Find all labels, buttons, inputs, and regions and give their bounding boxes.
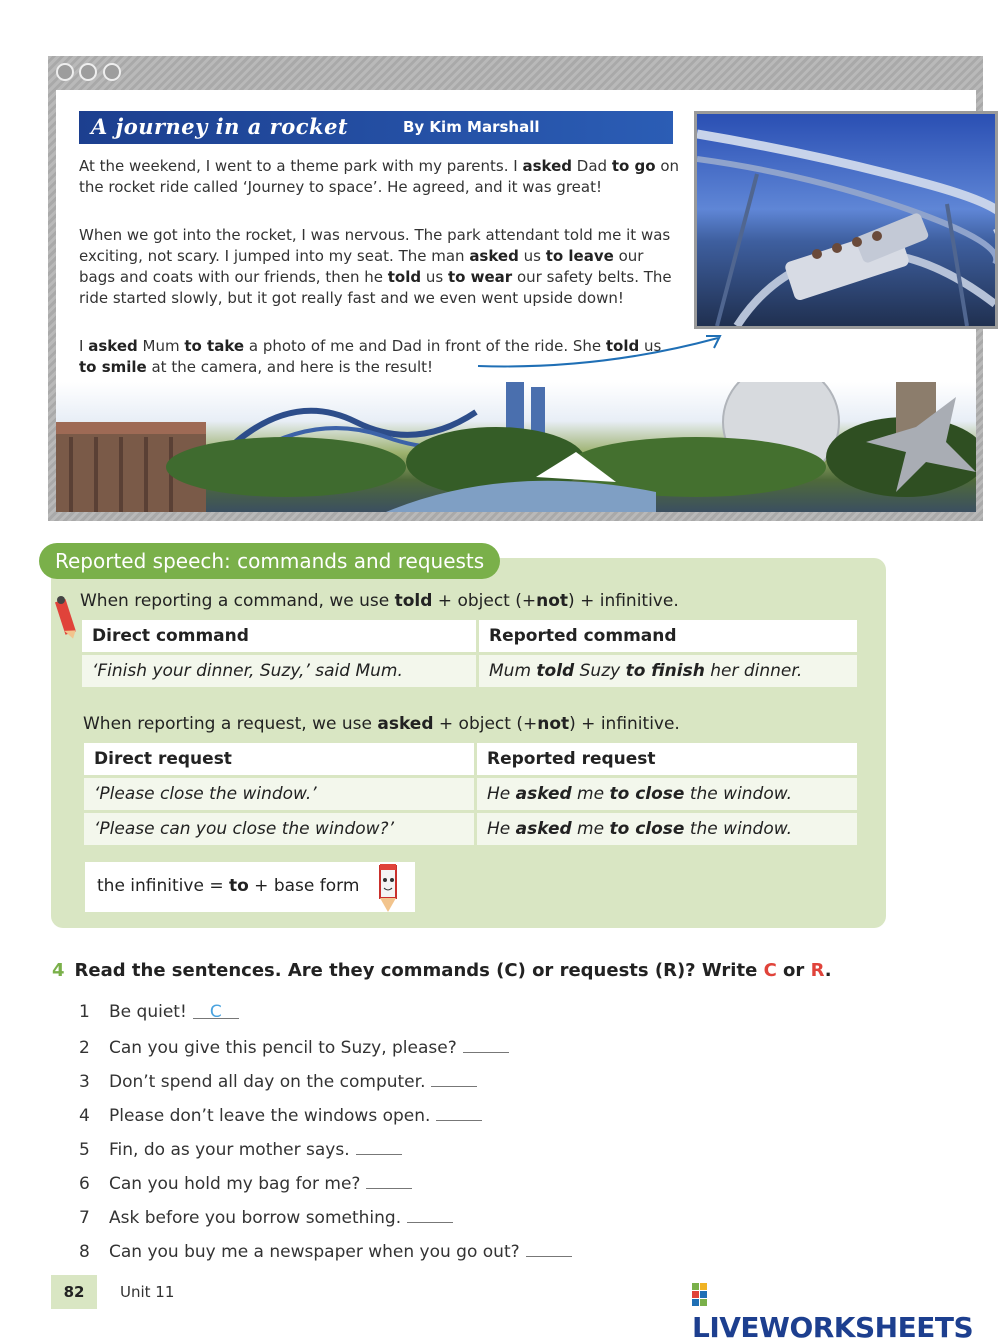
answer-field[interactable]: [431, 1070, 477, 1087]
answer-field[interactable]: [366, 1172, 412, 1189]
reported-request-cell: He asked me to close the window.: [476, 777, 858, 812]
requests-table: [84, 743, 857, 845]
answer-field[interactable]: [436, 1104, 482, 1121]
exercise-instruction: 4 Read the sentences. Are they commands (C) or requests (R)? Write C or R.: [52, 960, 832, 981]
theme-park-panorama: [56, 382, 976, 512]
article-paragraph: I asked Mum to take a photo of me and Dad in front of the ride. She told us to smile at the camera, and here is the result!: [79, 337, 662, 376]
direct-request-cell: ‘Please close the window.’: [84, 777, 476, 812]
logo-text: LIVEWORKSHEETS: [692, 1311, 974, 1344]
answer-field[interactable]: [526, 1240, 572, 1257]
article-title: A journey in a rocket: [91, 114, 349, 139]
rollercoaster-photo: [694, 111, 998, 329]
table-header: Direct request: [84, 743, 476, 777]
table-header: Reported command: [478, 620, 858, 654]
window-dot-icon: [103, 63, 121, 81]
page-number: 82: [51, 1275, 97, 1309]
commands-table: [82, 620, 857, 687]
requests-rule: When reporting a request, we use asked + object (+not) + infinitive.: [83, 714, 680, 734]
article-byline: By Kim Marshall: [403, 118, 540, 136]
table-row: [84, 777, 857, 812]
reported-command-cell: Mum told Suzy to finish her dinner.: [478, 654, 858, 688]
answer-field[interactable]: C: [193, 1002, 239, 1019]
commands-rule: When reporting a command, we use told + object (+not) + infinitive.: [80, 591, 679, 611]
table-row: [82, 654, 857, 688]
answer-field[interactable]: [407, 1206, 453, 1223]
exercise-item: 5 Fin, do as your mother says.: [79, 1138, 402, 1160]
pencil-character-icon: [370, 862, 406, 914]
exercise-item: 2 Can you give this pencil to Suzy, please?: [79, 1036, 509, 1058]
unit-label: Unit 11: [120, 1283, 175, 1301]
table-header: Direct command: [82, 620, 478, 654]
letter-c: C: [763, 960, 777, 981]
table-header: Reported request: [476, 743, 858, 777]
grammar-title: Reported speech: commands and requests: [39, 543, 500, 579]
window-dot-icon: [79, 63, 97, 81]
direct-command-cell: ‘Finish your dinner, Suzy,’ said Mum.: [82, 654, 478, 688]
article-paragraph: When we got into the rocket, I was nervous. The park attendant told me it was exciting, not scary. I jumped into my seat. The man asked us to leave our bags and coats with our friends, then he told us to wear our safety belts. The ride started slowly, but it got really fast and we even went upside down!: [79, 226, 672, 307]
reported-request-cell: He asked me to close the window.: [476, 812, 858, 846]
infinitive-note: [85, 862, 415, 912]
exercise-item: 6 Can you hold my bag for me?: [79, 1172, 412, 1194]
exercise-number: 4: [52, 960, 65, 981]
exercise-item: 3 Don’t spend all day on the computer.: [79, 1070, 477, 1092]
article-paragraph: At the weekend, I went to a theme park with my parents. I asked Dad to go on the rocket ride called ‘Journey to space’. He agreed, and it was great!: [79, 157, 680, 196]
exercise-item: 1 Be quiet! C: [79, 1002, 239, 1022]
window-dot-icon: [56, 63, 74, 81]
answer-field[interactable]: [463, 1036, 509, 1053]
pencil-icon: [52, 592, 78, 644]
direct-request-cell: ‘Please can you close the window?’: [84, 812, 476, 846]
photo-arrow-icon: [470, 330, 730, 375]
article-header: [79, 111, 673, 144]
liveworksheets-logo: [692, 1278, 999, 1344]
exercise-item: 8 Can you buy me a newspaper when you go out?: [79, 1240, 572, 1262]
exercise-item: 4 Please don’t leave the windows open.: [79, 1104, 482, 1126]
exercise-item: 7 Ask before you borrow something.: [79, 1206, 453, 1228]
answer-field[interactable]: [356, 1138, 402, 1155]
logo-grid-icon: [692, 1283, 716, 1307]
infinitive-note-text: the infinitive = to + base form: [97, 876, 360, 896]
table-row: [84, 812, 857, 846]
letter-r: R: [810, 960, 825, 981]
